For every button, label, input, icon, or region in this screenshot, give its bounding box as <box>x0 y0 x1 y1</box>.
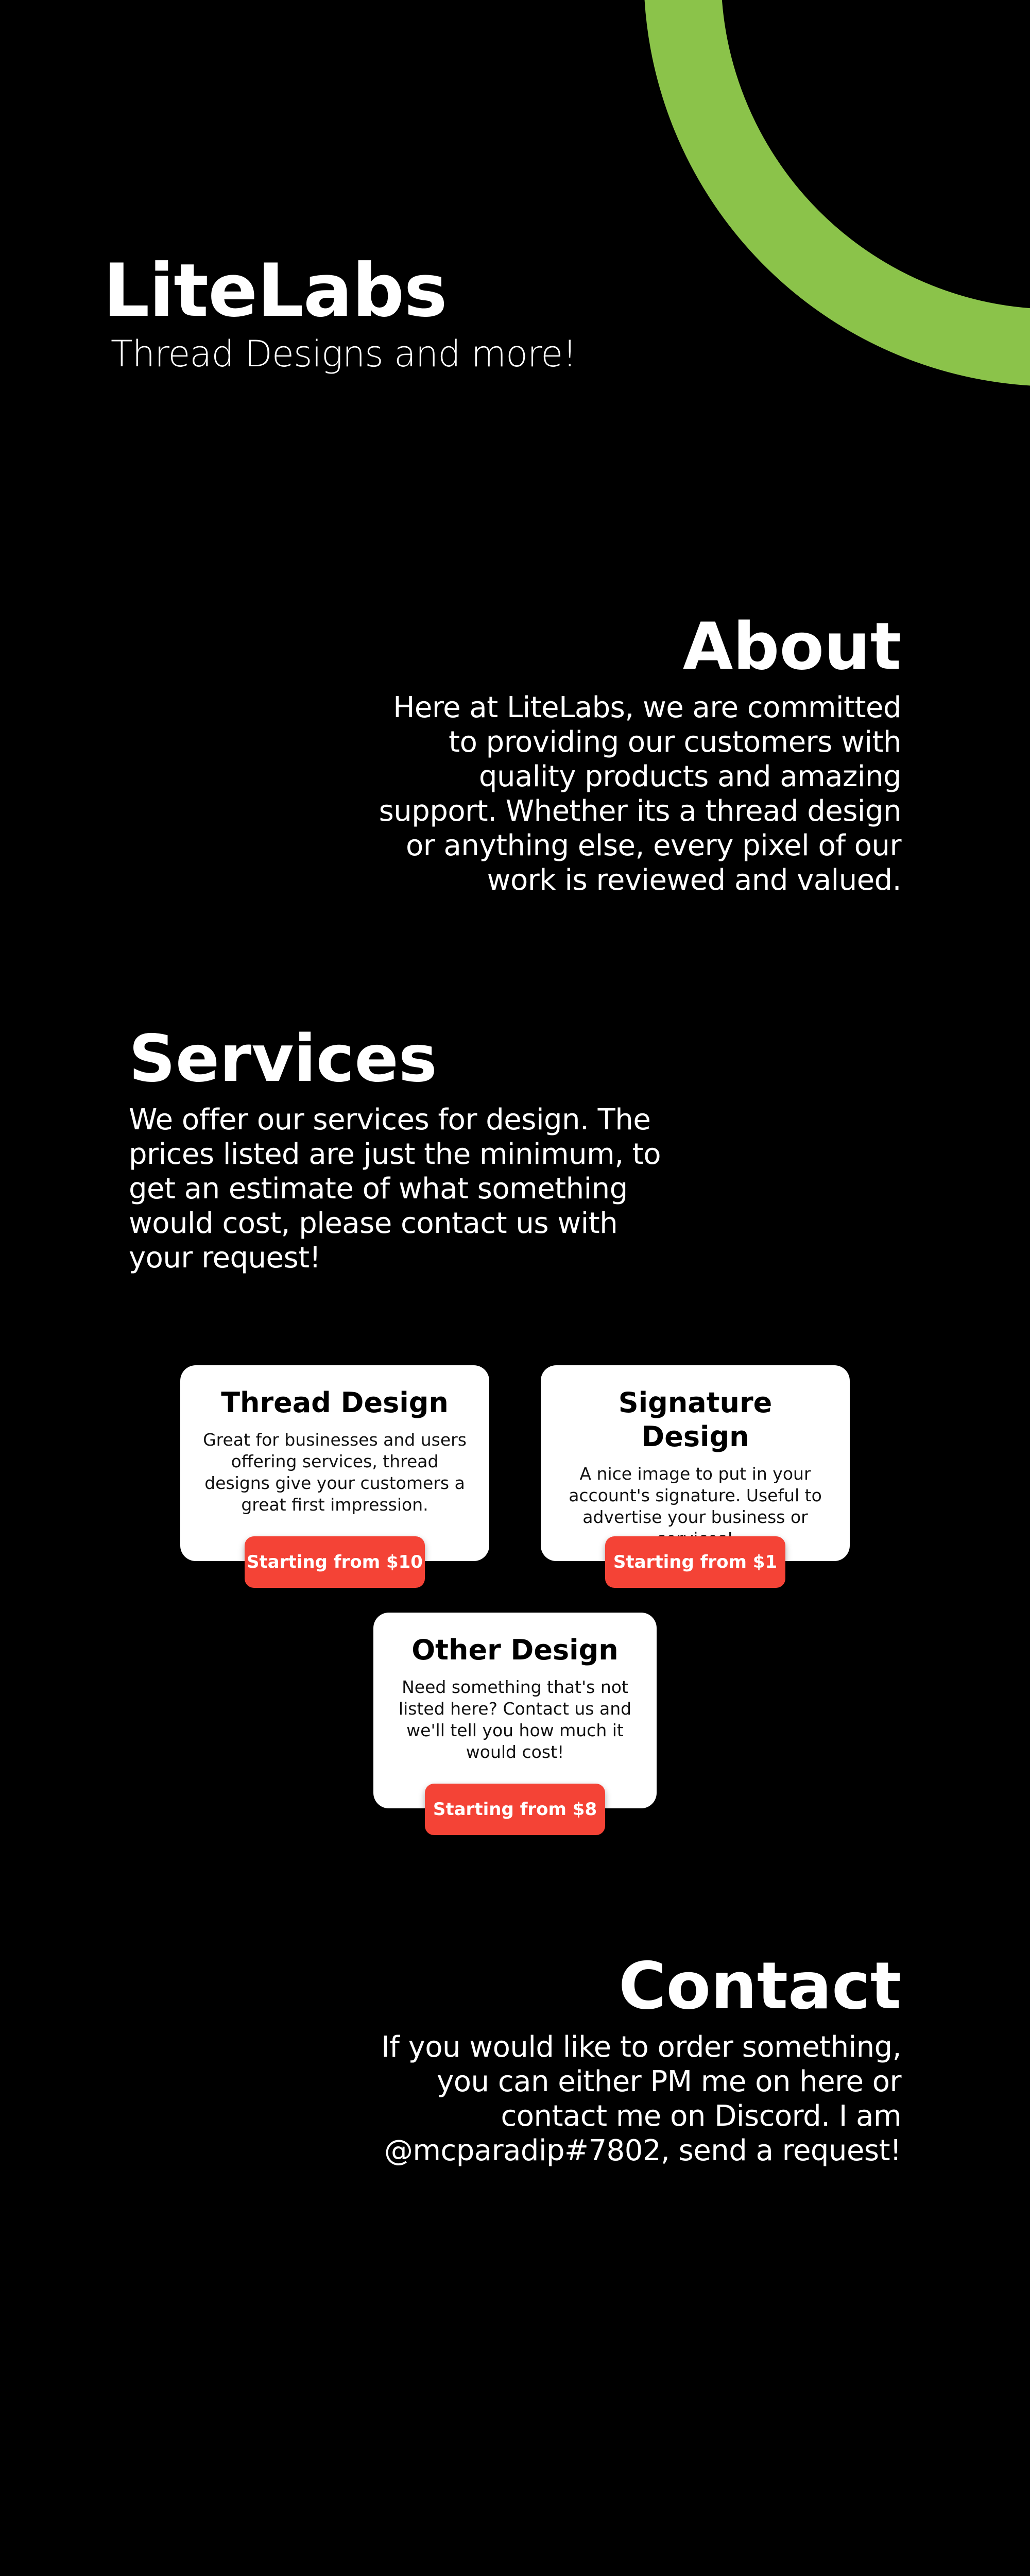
about-text: Here at LiteLabs, we are committed to providing our customers with quality products and amazing support. Whether its a thread design or anything else, every pixel of our work is reviewed and valued. <box>379 691 901 897</box>
price-button-other-design[interactable]: Starting from $8 <box>425 1784 605 1835</box>
decorative-ring <box>644 0 1030 386</box>
price-button-signature-design[interactable]: Starting from $1 <box>605 1536 785 1588</box>
site-title: LiteLabs <box>103 248 447 333</box>
card-description: Need something that's not listed here? Contact us and we'll tell you how much it would cost! <box>398 1677 632 1762</box>
service-card-thread-design <box>180 1365 489 1572</box>
services-text: We offer our services for design. The prices listed are just the minimum, to get an estimate of what something would cost, please contact us with your request! <box>129 1103 661 1275</box>
card-description: A nice image to put in your account's signature. Useful to advertise your business or <box>569 1464 822 1527</box>
price-button-thread-design[interactable]: Starting from $10 <box>245 1536 425 1588</box>
site-subtitle: Thread Designs and more! <box>111 333 577 375</box>
contact-heading: Contact <box>619 1948 901 2024</box>
about-heading: About <box>682 608 901 684</box>
service-card-signature-design <box>541 1365 850 1572</box>
card-title: Thread Design <box>221 1386 449 1419</box>
card-title: Other Design <box>411 1634 619 1666</box>
service-card-other-design <box>373 1613 657 1820</box>
contact-text: If you would like to order something, you can either PM me on here or contact me on Discord. I am @mcparadip#7802, send a request! <box>381 2030 901 2167</box>
card-description: Great for businesses and users offering services, thread designs give your customers a great first impression. <box>203 1430 467 1515</box>
card-title: Signature Design <box>618 1386 772 1453</box>
services-heading: Services <box>129 1021 437 1096</box>
